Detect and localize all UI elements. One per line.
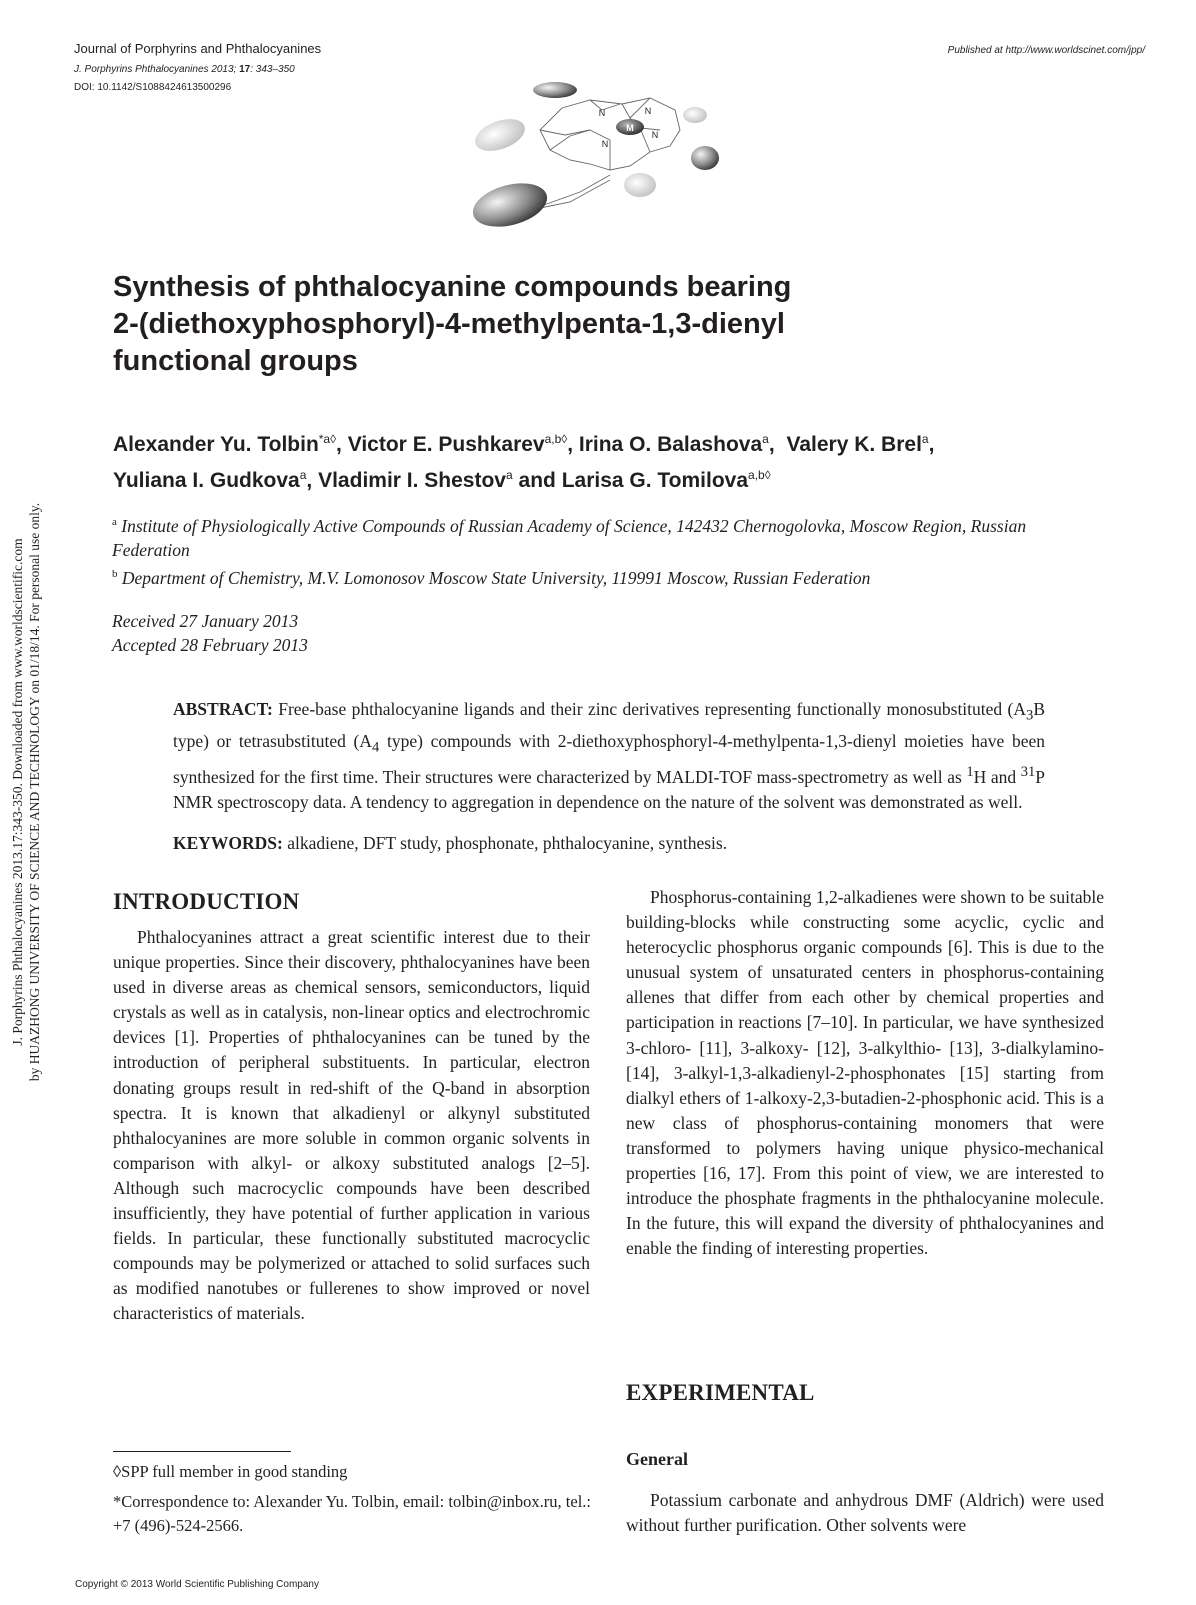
author-separator: , (928, 433, 935, 456)
author-affil-mark: a (506, 468, 513, 482)
author-affil-mark: *a◊ (318, 432, 337, 446)
abstract-text: P NMR spectroscopy data. A tendency to aggregation in dependence on the nature of the solvent was demonstrated as well. (173, 766, 1046, 812)
keywords-label: KEYWORDS: (173, 833, 283, 853)
affiliation-text: Department of Chemistry, M.V. Lomonosov Moscow State University, 119991 Moscow, Russian Federation (121, 567, 871, 588)
footnote-rule (113, 1451, 291, 1452)
keywords (173, 831, 727, 856)
author-line (113, 460, 1113, 496)
author-name: Vladimir I. Shestov (318, 469, 506, 492)
citation-volume: 17 (239, 64, 251, 75)
journal-name: Journal of Porphyrins and Phthalocyanines (74, 41, 322, 56)
received-date: Received 27 January 2013 (112, 611, 299, 631)
abstract-label: ABSTRACT: (173, 699, 273, 719)
copyright: Copyright © 2013 World Scientific Publishing Company (75, 1579, 319, 1590)
abstract-subscript: 3 (1026, 707, 1034, 724)
author-affil-mark: a (299, 468, 307, 482)
logo-metal-label: M (626, 123, 634, 133)
author-separator: , (336, 433, 348, 456)
author-name: Yuliana I. Gudkova (113, 469, 300, 492)
keywords-text: alkadiene, DFT study, phosphonate, phthalocyanine, synthesis. (282, 833, 728, 853)
general-subheading: General (626, 1449, 688, 1469)
author-affil-mark: a (762, 432, 769, 446)
abstract-text: Free-base phthalocyanine ligands and their zinc derivatives representing functionally monosubstituted (A (272, 699, 1027, 719)
introduction-heading: INTRODUCTION (113, 889, 300, 914)
author-affil-mark: a (921, 432, 929, 446)
logo-lobe (624, 173, 656, 197)
doi: DOI: 10.1142/S1088424613500296 (74, 82, 232, 93)
abstract (173, 697, 1045, 815)
experimental-heading: EXPERIMENTAL (626, 1380, 815, 1405)
affiliation-text: Institute of Physiologically Active Compounds of Russian Academy of Science, 142432 Chernogolovka, Moscow Region, Russian Federation (112, 515, 1027, 560)
logo-atom-n: N (644, 106, 652, 116)
download-notice-line: by HUAZHONG UNIVERSITY OF SCIENCE AND TECHNOLOGY on 01/18/14. For personal use only. (27, 502, 42, 1082)
title-line: 2-(diethoxyphosphoryl)-4-methylpenta-1,3-dienyl (113, 308, 785, 340)
porphyrin-logo (470, 80, 740, 230)
author-affil-mark: a,b◊ (748, 468, 771, 482)
author-separator: , (768, 433, 781, 456)
introduction-body (113, 925, 590, 1327)
paragraph: Potassium carbonate and anhydrous DMF (Aldrich) were used without further purification. Other solvents were (626, 1490, 1104, 1536)
affiliation (112, 510, 1082, 562)
accepted-date: Accepted 28 February 2013 (112, 635, 308, 655)
author-name: Valery K. Brel (786, 433, 922, 456)
article-title (113, 269, 993, 380)
author-separator: , (306, 469, 319, 492)
logo-lobe (533, 82, 577, 98)
general-body (626, 1488, 1104, 1538)
abstract-text: H and (973, 766, 1021, 787)
author-separator: and (512, 469, 562, 492)
author-name: Alexander Yu. Tolbin (113, 433, 319, 456)
affiliation (112, 562, 1082, 590)
author-name: Larisa G. Tomilova (561, 469, 749, 492)
abstract-text: type) compounds with 2-diethoxyphosphoryl-4-methylpenta-1,3-dienyl moieties have been synthesized for the first time. Their structures were characterized by MALDI-TOF mass-spectrometry as well as (173, 730, 1045, 787)
affiliation-mark: b (112, 567, 118, 580)
citation-pages: : 343–350 (250, 64, 295, 75)
author-separator: , (567, 433, 579, 456)
paragraph: Phthalocyanines attract a great scientific interest due to their unique properties. Since their discovery, phthalocyanines have been used in diverse areas as chemical sensors, semiconductors, liquid crystals as well as in catalysis, non-linear optics and electrochromic devices [1]. Properties of phthalocyanines can be tuned by the introduction of peripheral substituents. In particular, electron donating groups result in red-shift of the Q-band in absorption spectra. It is known that alkadienyl or alkynyl substituted phthalocyanines are more soluble in common organic solvents in comparison with alkyl- or alkoxy substituted analogs [2–5]. Although such macrocyclic compounds have been described insufficiently, they have potential of further application in various fields. In particular, these functionally substituted macrocyclic compounds may be polymerized or attached to solid surfaces such as modified nanotubes or fullerenes to show improved or novel characteristics of materials. (113, 927, 590, 1324)
download-notice-line: J. Porphyrins Phthalocyanines 2013.17:343-350. Downloaded from www.worldscientific.com (10, 538, 25, 1046)
logo-lobe (683, 107, 707, 123)
author-name: Victor E. Pushkarev (347, 433, 545, 456)
affiliation-mark: a (112, 516, 117, 528)
journal-citation (74, 64, 295, 75)
abstract-superscript: 31 (1020, 764, 1036, 780)
abstract-subscript: 4 (372, 739, 380, 755)
author-name: Irina O. Balashova (578, 433, 763, 456)
title-line: Synthesis of phthalocyanine compounds bearing (113, 271, 792, 303)
paragraph: Phosphorus-containing 1,2-alkadienes were shown to be suitable building-blocks while constructing some acyclic, cyclic and heterocyclic phosphorus organic compounds [6]. This is due to the unusual system of unsaturated centers in phosphorus-containing allenes that differ from each other by chemical properties and participation in reactions [7–10]. In particular, we have synthesized 3-chloro- [11], 3-alkoxy- [12], 3-alkylthio- [13], 3-dialkylamino- [14], 3-alkyl-1,3-alkadienyl-2-phosphonates [15] starting from dialkyl ethers of 1-alkoxy-2,3-butadien-2-phosphonic acid. This is a new class of phosphorus-containing monomers that were transformed to polymers having unique physico-mechanical properties [16, 17]. From this point of view, we are interested to introduce the phosphate fragments in the phthalocyanine molecule. In the future, this will expand the diversity of phthalocyanines and enable the finding of interesting properties. (626, 887, 1104, 1259)
logo-lobe (470, 176, 552, 230)
logo-lobe (471, 113, 529, 157)
author-line (113, 424, 1113, 460)
abstract-text: B type) or tetrasubstituted (A (173, 699, 1045, 751)
article-dates (112, 609, 308, 657)
logo-lobe (691, 146, 719, 170)
logo-atom-n: N (651, 130, 659, 140)
affiliations (112, 510, 1082, 590)
author-list (113, 424, 1113, 496)
right-column-body (626, 885, 1104, 1261)
abstract-superscript: 1 (966, 764, 974, 780)
logo-atom-n: N (598, 108, 606, 118)
author-affil-mark: a,b◊ (544, 432, 568, 446)
citation-journal: J. Porphyrins Phthalocyanines (74, 64, 209, 75)
footnote-correspondence: *Correspondence to: Alexander Yu. Tolbin, email: tolbin@inbox.ru, tel.: +7 (496)-524-2566. (113, 1492, 591, 1535)
logo-atom-n: N (601, 139, 609, 149)
published-link[interactable]: Published at http://www.worldscinet.com/jpp/ (947, 45, 1145, 56)
footnote-spp: ◊SPP full member in good standing (113, 1462, 348, 1481)
citation-year: 2013; (211, 64, 237, 75)
title-line: functional groups (113, 345, 358, 377)
